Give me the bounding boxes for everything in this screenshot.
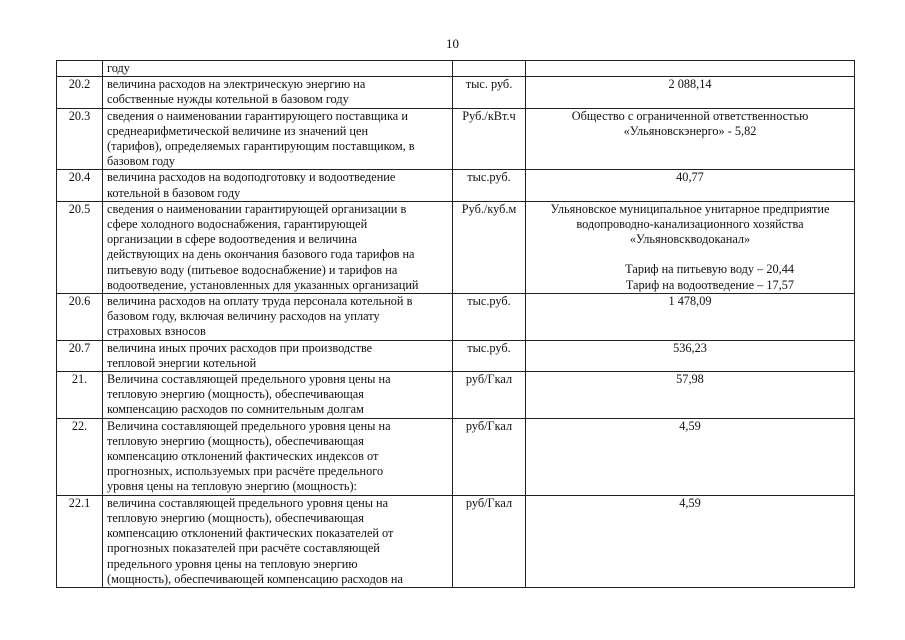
row-description: Величина составляющей предельного уровня цены на тепловую энергию (мощность), обеспечивающая компенсацию расходов по сомнительным долгам xyxy=(103,372,453,419)
row-value xyxy=(526,61,855,77)
row-description: Величина составляющей предельного уровня цены на тепловую энергию (мощность), обеспечивающая компенсацию отклонений фактических индексов от прогнозных, используемых при расчёте предельного уровня цены на тепловую энергию (мощность): xyxy=(103,418,453,495)
row-unit: тыс.руб. xyxy=(453,170,526,201)
row-unit: тыс.руб. xyxy=(453,294,526,341)
data-table xyxy=(56,60,855,588)
row-number: 21. xyxy=(57,372,103,419)
table-row xyxy=(57,201,855,293)
row-value: 4,59 xyxy=(526,495,855,587)
table-row xyxy=(57,340,855,371)
row-description: сведения о наименовании гарантирующего поставщика и среднеарифметической величине из значений цен (тарифов), определяемых гарантирующим поставщиком, в базовом году xyxy=(103,108,453,170)
row-unit: руб/Гкал xyxy=(453,372,526,419)
row-number: 22.1 xyxy=(57,495,103,587)
row-description: величина расходов на электрическую энергию на собственные нужды котельной в базовом году xyxy=(103,77,453,108)
row-value: 1 478,09 xyxy=(526,294,855,341)
row-description: величина расходов на оплату труда персонала котельной в базовом году, включая величину расходов на уплату страховых взносов xyxy=(103,294,453,341)
row-number: 20.3 xyxy=(57,108,103,170)
row-unit: тыс. руб. xyxy=(453,77,526,108)
page-number: 10 xyxy=(446,36,459,51)
row-value: 2 088,14 xyxy=(526,77,855,108)
table-row xyxy=(57,170,855,201)
row-description: величина иных прочих расходов при производстве тепловой энергии котельной xyxy=(103,340,453,371)
table-row xyxy=(57,372,855,419)
table-row xyxy=(57,294,855,341)
row-unit: руб/Гкал xyxy=(453,495,526,587)
table-row xyxy=(57,108,855,170)
row-unit: тыс.руб. xyxy=(453,340,526,371)
row-value: Ульяновское муниципальное унитарное предприятие водопроводно-канализационного хозяйства «Ульяновскводоканал» Тариф на питьевую воду – 20,44 Тариф на водоотведение – 17,57 xyxy=(526,201,855,293)
table-row xyxy=(57,418,855,495)
row-number: 22. xyxy=(57,418,103,495)
row-number: 20.7 xyxy=(57,340,103,371)
row-unit: Руб./кВт.ч xyxy=(453,108,526,170)
table-row xyxy=(57,495,855,587)
row-number: 20.2 xyxy=(57,77,103,108)
row-description: величина расходов на водоподготовку и водоотведение котельной в базовом году xyxy=(103,170,453,201)
row-unit: Руб./куб.м xyxy=(453,201,526,293)
row-description: величина составляющей предельного уровня цены на тепловую энергию (мощность), обеспечивающая компенсацию отклонений фактических показателей от прогнозных показателей при расчёте составляющей предельного уровня цены на тепловую энергию (мощность), обеспечивающей компенсацию расходов на xyxy=(103,495,453,587)
row-number: 20.6 xyxy=(57,294,103,341)
row-number xyxy=(57,61,103,77)
row-value: 57,98 xyxy=(526,372,855,419)
row-number: 20.5 xyxy=(57,201,103,293)
row-unit: руб/Гкал xyxy=(453,418,526,495)
table-row xyxy=(57,61,855,77)
row-description: сведения о наименовании гарантирующей организации в сфере холодного водоснабжения, гарантирующей организации в сфере водоотведения и величина действующих на день окончания базового года тарифов на питьевую воду (питьевое водоснабжение) и тарифов на водоотведение, установленных для указанных организаций xyxy=(103,201,453,293)
row-value: Общество с ограниченной ответственностью «Ульяновскэнерго» - 5,82 xyxy=(526,108,855,170)
row-value: 40,77 xyxy=(526,170,855,201)
row-number: 20.4 xyxy=(57,170,103,201)
row-value: 4,59 xyxy=(526,418,855,495)
row-unit xyxy=(453,61,526,77)
table-row xyxy=(57,77,855,108)
tariff-drinking-water: Тариф на питьевую воду – 20,44 xyxy=(625,262,794,277)
row-value: 536,23 xyxy=(526,340,855,371)
row-description: году xyxy=(103,61,453,77)
tariff-wastewater: Тариф на водоотведение – 17,57 xyxy=(625,277,794,292)
